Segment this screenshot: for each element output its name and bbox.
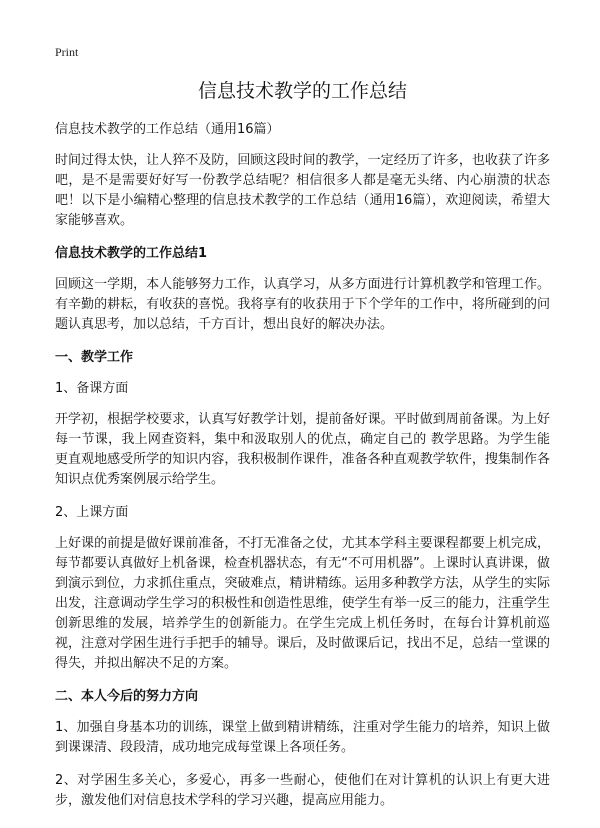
- part2-item-2: 2、对学困生多关心，多爱心，再多一些耐心，使他们在对计算机的认识上有更大进步，激发他们对信息技术学科的学习兴趣，提高应用能力。: [55, 773, 550, 808]
- part2-item-1: 1、加强自身基本功的训练，课堂上做到精讲精练，注重对学生能力的培养，知识上做到课课清、段段清，成功地完成每堂课上各项任务。: [55, 720, 550, 755]
- part1-subheading-class: 2、上课方面: [55, 505, 129, 520]
- part1-heading: 一、教学工作: [55, 350, 134, 365]
- part1-prep-paragraph: 开学初，根据学校要求，认真写好教学计划，提前备好课。平时做到周前备课。为上好每一节课，我上网查资料，集中和汲取别人的优点，确定自己的 教学思路。为学生能更直观地感受所学的知识内容，我积极制作课件，准备各种直观教学软件，搜集制作各知识点优秀案例展示给学生。: [55, 412, 550, 487]
- section1-intro-paragraph: 回顾这一学期，本人能够努力工作，认真学习，从多方面进行计算机教学和管理工作。有辛勤的耕耘，有收获的喜悦。我将享有的收获用于下个学年的工作中，将所碰到的问题认真思考，加以总结，千方百计，想出良好的解决办法。: [55, 277, 550, 332]
- part1-subheading-prep: 1、备课方面: [55, 381, 129, 396]
- document-body: [55, 78, 550, 824]
- print-link[interactable]: Print: [55, 45, 79, 59]
- part1-class-paragraph: 上好课的前提是做好课前准备，不打无准备之仗，尤其本学科主要课程都要上机完成，每节都要认真做好上机备课，检查机器状态，有无“不可用机器”。上课时认真讲课，做到演示到位，力求抓住重点，突破难点，精讲精练。运用多种教学方法，从学生的实际出发，注意调动学生学习的积极性和创造性思维，使学生有举一反三的能力，注重学生创新思维的发展，培养学生的创新能力。在学生完成上机任务时，在每台计算机前巡视，注意对学困生进行手把手的辅导。课后，及时做课后记，找出不足，总结一堂课的得失，并拟出解决不足的方案。: [55, 536, 550, 671]
- section1-heading: 信息技术教学的工作总结1: [55, 246, 208, 261]
- document-title: 信息技术教学的工作总结: [197, 80, 407, 102]
- intro-paragraph: 时间过得太快，让人猝不及防，回顾这段时间的教学，一定经历了许多，也收获了许多吧，是不是需要好好写一份教学总结呢？相信很多人都是毫无头绪、内心崩溃的状态吧！以下是小编精心整理的信息技术教学的工作总结（通用16篇），欢迎阅读，希望大家能够喜欢。: [55, 153, 550, 228]
- document-subtitle: 信息技术教学的工作总结（通用16篇）: [55, 122, 280, 137]
- part2-heading: 二、本人今后的努力方向: [55, 689, 199, 704]
